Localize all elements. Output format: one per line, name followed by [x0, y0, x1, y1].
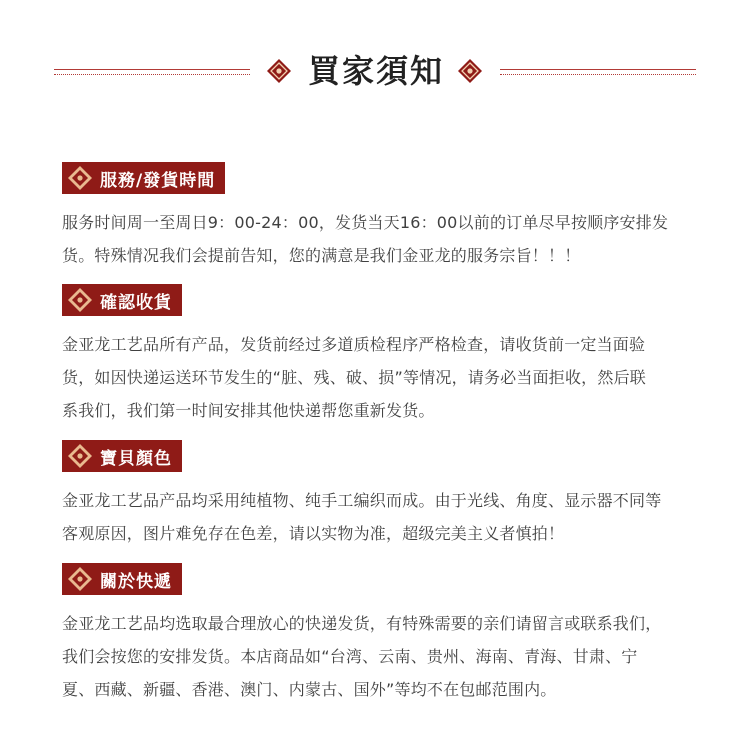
page-title: 買家須知	[307, 52, 444, 90]
body-line: 金亚龙工艺品产品均采用纯植物、纯手工编织而成。由于光线、角度、显示器不同等	[62, 491, 662, 510]
section-body	[62, 328, 702, 427]
body-line: 货。特殊情况我们会提前告知，您的满意是我们金亚龙的服务宗旨！！！	[62, 246, 581, 265]
section-title: 寶貝顏色	[100, 448, 172, 469]
page-title-row	[0, 46, 750, 96]
diamond-ornament-icon	[68, 567, 92, 591]
section-service-time	[62, 162, 702, 272]
section-title: 關於快遞	[100, 571, 172, 592]
section-header	[62, 563, 182, 595]
section-header	[62, 284, 182, 316]
body-line: 夏、西藏、新疆、香港、澳门、内蒙古、国外”等均不在包邮范围内。	[62, 680, 557, 699]
diamond-ornament-icon	[458, 59, 482, 83]
title-divider-right	[500, 69, 696, 75]
section-header	[62, 162, 225, 194]
diamond-ornament-icon	[267, 59, 291, 83]
body-line: 我们会按您的安排发货。本店商品如“台湾、云南、贵州、海南、青海、甘肃、宁	[62, 647, 638, 666]
body-line: 服务时间周一至周日9：00-24：00，发货当天16：00以前的订单尽早按顺序安排发	[62, 213, 669, 232]
body-line: 金亚龙工艺品均选取最合理放心的快递发货，有特殊需要的亲们请留言或联系我们，	[62, 614, 662, 633]
section-header	[62, 440, 182, 472]
diamond-ornament-icon	[68, 444, 92, 468]
body-line: 货，如因快递运送环节发生的“脏、残、破、损”等情况，请务必当面拒收，然后联	[62, 368, 646, 387]
diamond-ornament-icon	[68, 288, 92, 312]
section-product-color	[62, 440, 702, 550]
section-body	[62, 206, 702, 272]
section-shipping	[62, 563, 702, 706]
section-title: 服務/發貨時間	[100, 170, 216, 191]
section-body	[62, 607, 702, 706]
body-line: 客观原因，图片难免存在色差，请以实物为准，超级完美主义者慎拍！	[62, 524, 565, 543]
body-line: 系我们，我们第一时间安排其他快递帮您重新发货。	[62, 401, 435, 420]
body-line: 金亚龙工艺品所有产品，发货前经过多道质检程序严格检查，请收货前一定当面验	[62, 335, 646, 354]
section-title: 確認收貨	[100, 292, 172, 313]
section-confirm-receipt	[62, 284, 702, 427]
title-divider-left	[54, 69, 250, 75]
diamond-ornament-icon	[68, 166, 92, 190]
section-body	[62, 484, 702, 550]
